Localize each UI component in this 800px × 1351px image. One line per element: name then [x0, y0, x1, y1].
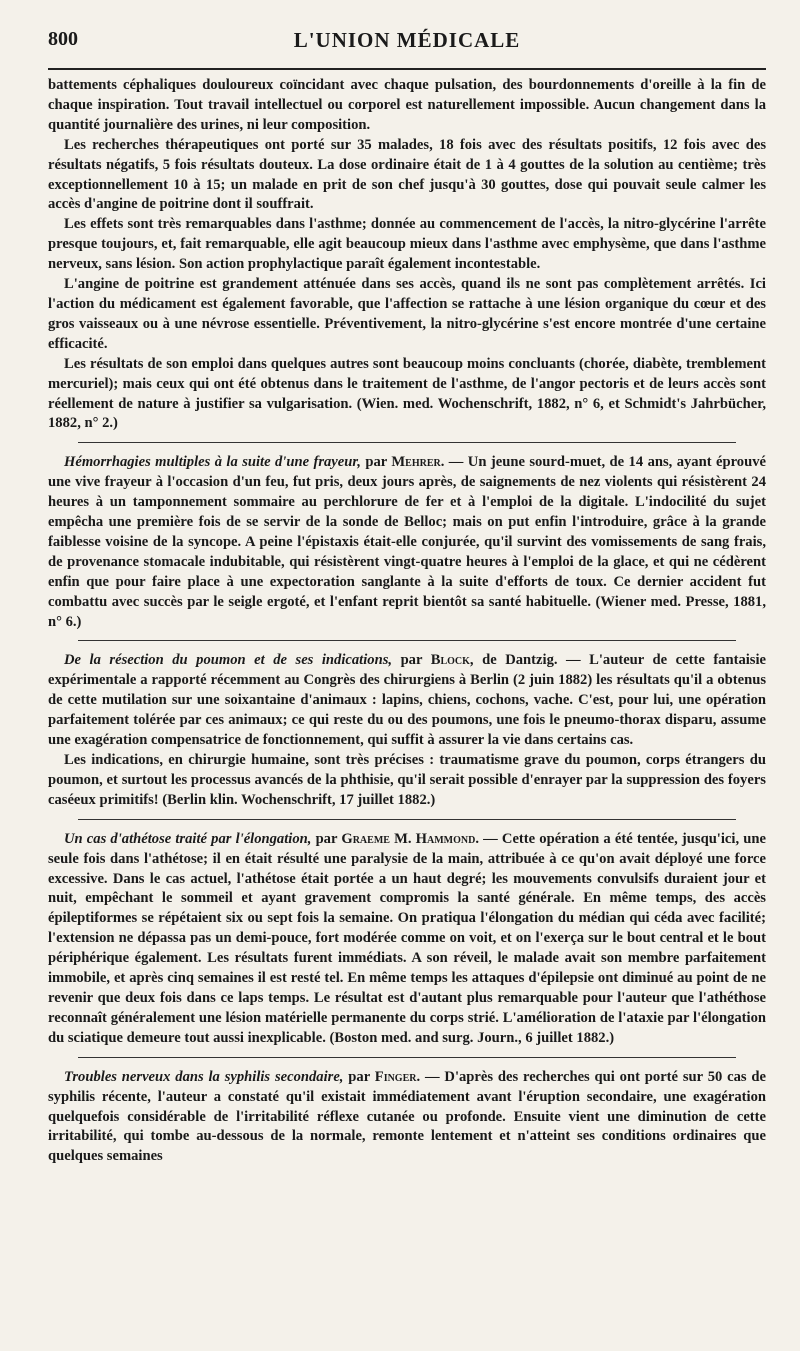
paragraph: Les résultats de son emploi dans quelques autres sont beaucoup moins concluants (chorée, diabète, tremblement mercuriel); mais ceux qui ont été obtenus dans le traitement de l'asthme, de l'angor pectoris et de leurs accès sont réellement de nature à justifier sa vulgarisation. (Wien. med. Wochenschrift, 1882, n° 6, et Schmidt's Jahrbücher, 1882, n° 2.) — [48, 355, 766, 432]
abstract-author: Mehrer. — [391, 454, 445, 471]
abstract-block: De la résection du poumon et de ses indications, par Block, de Dantzig. — L'auteur de cette fantaisie expérimentale a rapporté récemment au Congrès des chirurgiens à Berlin (2 juin 1882) les résultats qu'il a obtenus de cette mutilation sur une soixantaine d'animaux : lapins, chiens, cochons, vache. C'est, pour lui, une opération parfaitement tolérée par ces animaux; ce qui reste du ou des poumons, une fois le pneumo-thorax disparu, assume une exagération compensatrice de fonctionnement, qui suffit à assurer la vie dans certains cas. — [48, 652, 767, 749]
abstract-author: Finger. — [374, 1068, 421, 1085]
page-number: 800 — [48, 28, 78, 50]
abstract-finger: Troubles nerveux dans la syphilis secondaire, par Finger. — D'après des recherches qui ont porté sur 50 cas de syphilis récente, l'auteur a constaté qu'il existait immédiatement avant l'éruption secondaire, une exagération quelquefois considérable de l'irritabilité réflexe cutanée ou profonde. Ensuite vient une diminution de cette irritabilité, qui tombe au-dessous de la normale, remonte lentement et n'atteint ses conditions ordinaires que quelques semaines — [48, 1068, 766, 1165]
abstract-author: Block, — [430, 652, 474, 669]
journal-title: L'UNION MÉDICALE — [293, 28, 521, 52]
header-rule — [48, 68, 766, 70]
section-separator — [78, 819, 736, 820]
page-header — [48, 22, 766, 58]
abstract-title: Hémorrhagies multiples à la suite d'une frayeur, — [64, 454, 361, 471]
abstract-author: Graeme M. Hammond. — [341, 830, 479, 847]
abstract-hammond: Un cas d'athétose traité par l'élongation, par Graeme M. Hammond. — Cette opération a été tentée, jusqu'ici, une seule fois dans l'athétose; il en était résulté une paralysie de la main, attribuée à ce qu'on avait déployé une force excessive. Dans le cas actuel, l'athétose était portée a un haut degré; les mouvements convulsifs duraient jour et nuit, empêchant le sommeil et ayant gravement compromis la santé générale. En même temps, des accès épileptiformes se répétaient six ou sept fois la semaine. On pratiqua l'élongation du médian qui céda avec facilité; l'extension ne dépassa pas un demi-pouce, fort modérée comme on voit, et on l'exerça sur le bout central et le bout périphérique également. Les résultats furent immédiats. A son réveil, le malade avait son membre parfaitement immobile, et après cinq semaines il est resté tel. En même temps les attaques d'épilepsie ont diminué au point de ne revenir que deux fois dans ce laps temps. Le résultat est d'autant plus remarquable pour l'auteur que l'athéthose reconnaît généralement une lésion matérielle permanente du corps strié. L'amélioration de l'ataxie par l'élongation du sciatique demeure tout aussi inexplicable. (Boston med. and surg. Journ., 6 juillet 1882.) — [48, 830, 766, 1046]
section-separator — [78, 640, 736, 641]
paragraph: Les effets sont très remarquables dans l'asthme; donnée au commencement de l'accès, la nitro-glycérine l'arrête presque toujours, et, fait remarquable, elle agit beaucoup mieux dans l'asthme avec emphysème, que dans l'asthme nerveux, sans lésion. Son action prophylactique paraît également incontestable. — [48, 216, 766, 273]
abstract-title: De la résection du poumon et de ses indications, — [64, 652, 393, 669]
paragraph: battements céphaliques douloureux coïncidant avec chaque pulsation, des bourdonnements d'oreille à la fin de chaque inspiration. Tout travail intellectuel ou corporel est naturellement impossible. Aucun changement dans la quantité journalière des urines, ni leur composition. — [48, 77, 766, 133]
section-separator — [78, 442, 736, 443]
paragraph: L'angine de poitrine est grandement atténuée dans ses accès, quand ils ne sont pas complètement arrêtés. Ici l'action du médicament est également favorable, que l'affection se rattache à une lésion organique du cœur et des gros vaisseaux ou à une névrose essentielle. Préventivement, la nitro-glycérine s'est encore montrée d'une certaine efficacité. — [48, 276, 766, 352]
paragraph: Les indications, en chirurgie humaine, sont très précises : traumatisme grave du poumon, corps étrangers du poumon, et surtout les processus avancés de la phthisie, qu'il serait possible d'enrayer par la suppression des foyers caséeux primitifs! (Berlin klin. Wochenschrift, 17 juillet 1882.) — [48, 752, 766, 808]
abstract-title: Troubles nerveux dans la syphilis secondaire, — [64, 1068, 344, 1085]
abstract-mehrer: Hémorrhagies multiples à la suite d'une frayeur, par Mehrer. — Un jeune sourd-muet, de 14 ans, ayant éprouvé une vive frayeur à l'occasion d'un feu, fut pris, deux jours après, de saignements de nez violents qui résistèrent 24 heures à un tamponnement sommaire au perchlorure de fer et à l'emploi de la digitale. L'indocilité du sujet empêcha une première fois de se servir de la sonde de Belloc; mais on put enfin l'introduire, grâce à la grande faiblesse voisine de la syncope. A peine l'épistaxis était-elle conjurée, qu'il survint des vomissements de sang frais, de provenance stomacale indubitable, qui résistèrent vingt-quatre heures à l'emploi de la glace, et qui ne cédèrent enfin que pour faire place à une expectoration sanglante à la suite d'efforts de toux. Ce dernier accident fut combattu avec succès par le seigle ergoté, et l'enfant reprit bientôt sa santé habituelle. (Wiener med. Presse, 1881, n° 6.) — [48, 454, 766, 630]
paragraph: Les recherches thérapeutiques ont porté sur 35 malades, 18 fois avec des résultats positifs, 12 fois avec des résultats négatifs, 5 fois résultats douteux. La dose ordinaire était de 1 à 4 gouttes de la solution au centième; très exceptionnellement 10 à 15; un malade en prit de son chef jusqu'à 30 gouttes, dose qui pouvait seule calmer les accès d'angine de poitrine dont il souffrait. — [48, 136, 766, 213]
article-body — [48, 76, 766, 1167]
abstract-title: Un cas d'athétose traité par l'élongation, — [64, 830, 312, 847]
section-separator — [78, 1057, 736, 1058]
